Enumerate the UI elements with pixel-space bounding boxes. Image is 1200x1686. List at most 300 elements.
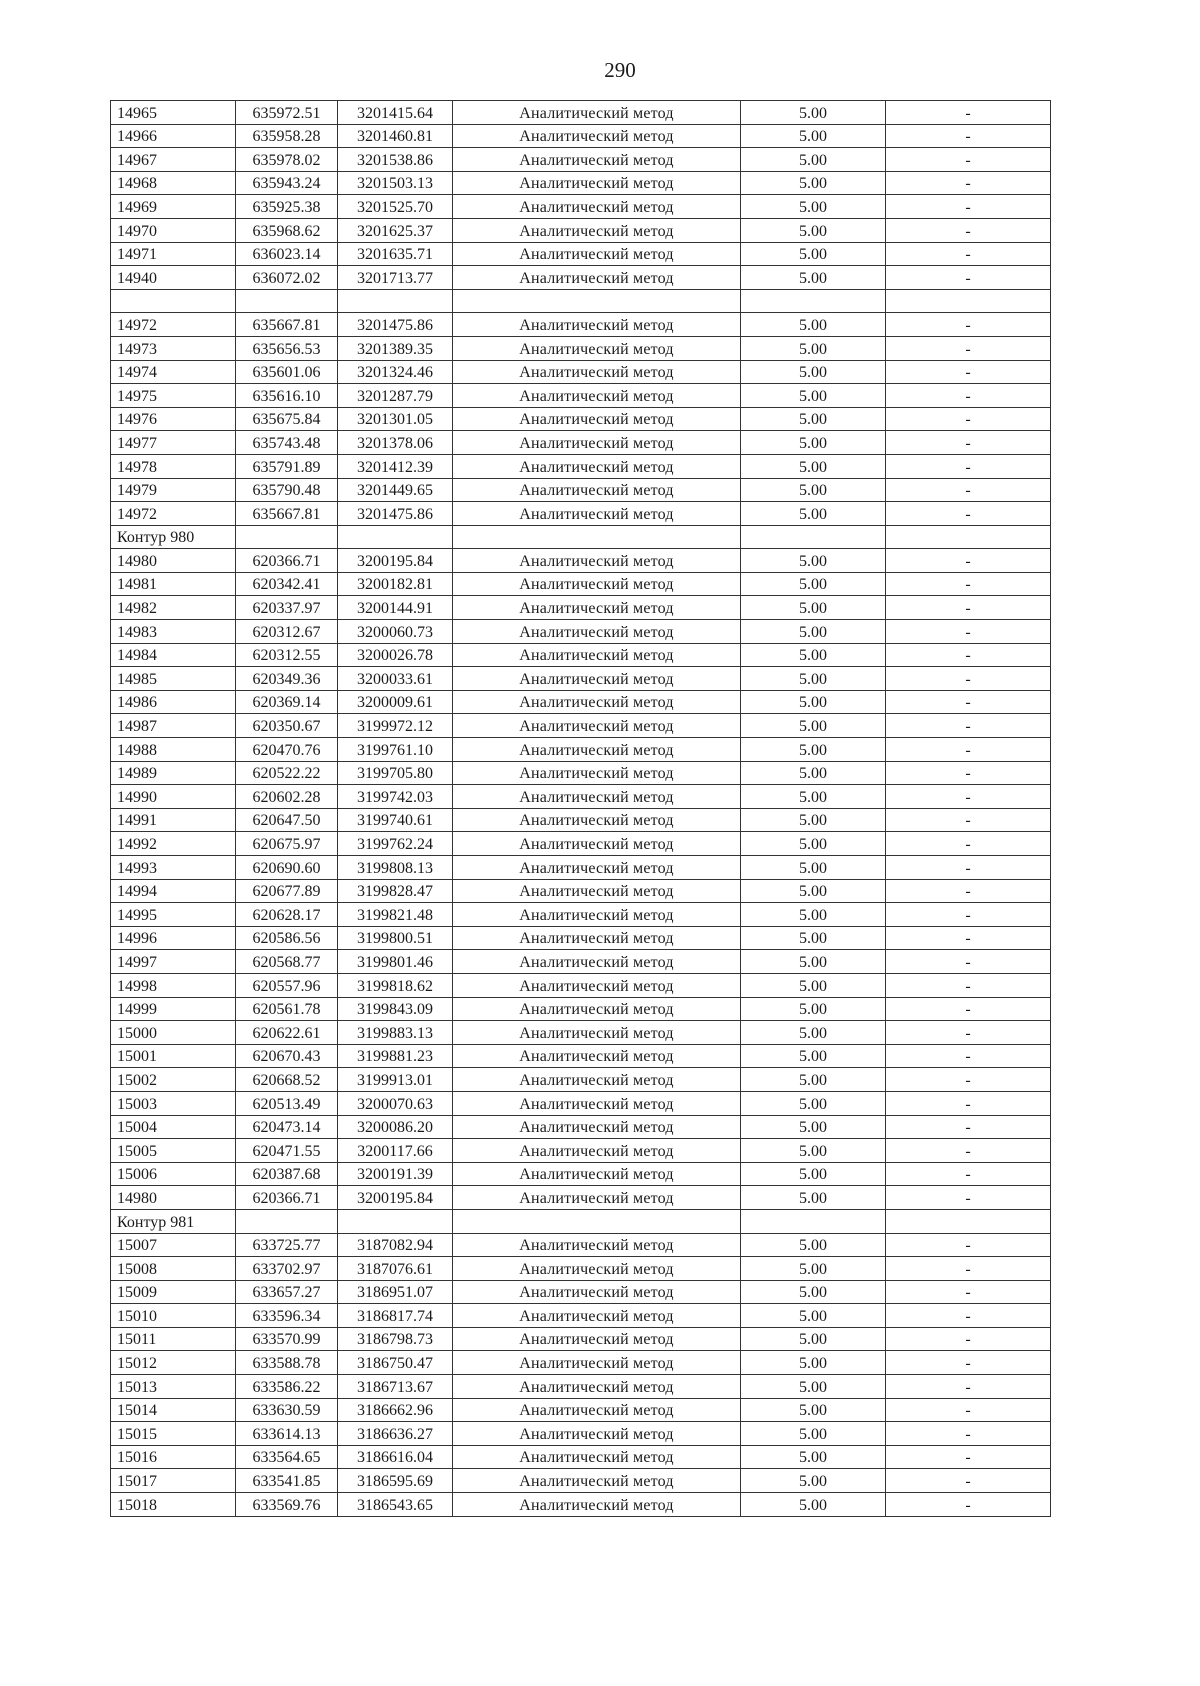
- note-cell: -: [886, 1115, 1051, 1139]
- table-row: [111, 572, 1051, 596]
- point-id-cell: 15016: [111, 1445, 236, 1469]
- accuracy-cell: 5.00: [741, 761, 886, 785]
- accuracy-cell: 5.00: [741, 1091, 886, 1115]
- note-cell: -: [886, 313, 1051, 337]
- method-cell: Аналитический метод: [453, 101, 741, 125]
- accuracy-cell: 5.00: [741, 1068, 886, 1092]
- x-coordinate-cell: 633570.99: [236, 1327, 338, 1351]
- note-cell: -: [886, 1139, 1051, 1163]
- x-coordinate-cell: 620513.49: [236, 1091, 338, 1115]
- table-row: [111, 926, 1051, 950]
- method-cell: Аналитический метод: [453, 1422, 741, 1446]
- note-cell: -: [886, 360, 1051, 384]
- point-id-cell: 14973: [111, 336, 236, 360]
- y-coordinate-cell: 3201475.86: [338, 313, 453, 337]
- y-coordinate-cell: 3200144.91: [338, 596, 453, 620]
- y-coordinate-cell: 3199761.10: [338, 738, 453, 762]
- accuracy-cell: 5.00: [741, 879, 886, 903]
- x-coordinate-cell: 633657.27: [236, 1280, 338, 1304]
- point-id-cell: 14985: [111, 667, 236, 691]
- accuracy-cell: 5.00: [741, 1115, 886, 1139]
- note-cell: -: [886, 1469, 1051, 1493]
- table-row: [111, 1469, 1051, 1493]
- x-coordinate-cell: 620561.78: [236, 997, 338, 1021]
- point-id-cell: 14996: [111, 926, 236, 950]
- accuracy-cell: 5.00: [741, 738, 886, 762]
- y-coordinate-cell: 3199818.62: [338, 973, 453, 997]
- table-row: [111, 808, 1051, 832]
- note-cell: -: [886, 502, 1051, 526]
- note-cell: -: [886, 690, 1051, 714]
- point-id-cell: 14970: [111, 218, 236, 242]
- method-cell: Аналитический метод: [453, 832, 741, 856]
- point-id-cell: 14984: [111, 643, 236, 667]
- method-cell: Аналитический метод: [453, 478, 741, 502]
- point-id-cell: 15018: [111, 1493, 236, 1517]
- note-cell: -: [886, 856, 1051, 880]
- y-coordinate-cell: 3200033.61: [338, 667, 453, 691]
- accuracy-cell: 5.00: [741, 1044, 886, 1068]
- y-coordinate-cell: 3201324.46: [338, 360, 453, 384]
- accuracy-cell: 5.00: [741, 1351, 886, 1375]
- accuracy-cell: 5.00: [741, 218, 886, 242]
- accuracy-cell: 5.00: [741, 124, 886, 148]
- table-row: [111, 1327, 1051, 1351]
- method-cell: Аналитический метод: [453, 1068, 741, 1092]
- note-cell: -: [886, 1162, 1051, 1186]
- table-row: [111, 973, 1051, 997]
- accuracy-cell: 5.00: [741, 856, 886, 880]
- y-coordinate-cell: 3200191.39: [338, 1162, 453, 1186]
- point-id-cell: 14980: [111, 1186, 236, 1210]
- y-coordinate-cell: 3199740.61: [338, 808, 453, 832]
- note-cell: -: [886, 832, 1051, 856]
- point-id-cell: 14967: [111, 148, 236, 172]
- x-coordinate-cell: 620522.22: [236, 761, 338, 785]
- note-cell: -: [886, 549, 1051, 573]
- method-cell: Аналитический метод: [453, 1351, 741, 1375]
- point-id-cell: 14966: [111, 124, 236, 148]
- point-id-cell: 14990: [111, 785, 236, 809]
- table-row: [111, 218, 1051, 242]
- table-row: [111, 384, 1051, 408]
- y-coordinate-cell: 3187082.94: [338, 1233, 453, 1257]
- point-id-cell: 15009: [111, 1280, 236, 1304]
- method-cell: Аналитический метод: [453, 1115, 741, 1139]
- note-cell: -: [886, 714, 1051, 738]
- note-cell: -: [886, 1091, 1051, 1115]
- x-coordinate-cell: 620312.55: [236, 643, 338, 667]
- accuracy-cell: 5.00: [741, 1186, 886, 1210]
- method-cell: Аналитический метод: [453, 171, 741, 195]
- point-id-cell: 15002: [111, 1068, 236, 1092]
- accuracy-cell: 5.00: [741, 596, 886, 620]
- note-cell: -: [886, 761, 1051, 785]
- note-cell: -: [886, 1304, 1051, 1328]
- accuracy-cell: 5.00: [741, 1162, 886, 1186]
- contour-label: Контур 980: [111, 525, 236, 549]
- note-cell: -: [886, 973, 1051, 997]
- method-cell: Аналитический метод: [453, 950, 741, 974]
- method-cell: Аналитический метод: [453, 1280, 741, 1304]
- table-row: [111, 171, 1051, 195]
- table-row: [111, 407, 1051, 431]
- empty-cell: [453, 525, 741, 549]
- point-id-cell: 14975: [111, 384, 236, 408]
- y-coordinate-cell: 3186543.65: [338, 1493, 453, 1517]
- y-coordinate-cell: 3199821.48: [338, 903, 453, 927]
- y-coordinate-cell: 3199828.47: [338, 879, 453, 903]
- x-coordinate-cell: 635743.48: [236, 431, 338, 455]
- table-row: [111, 1068, 1051, 1092]
- point-id-cell: 14993: [111, 856, 236, 880]
- accuracy-cell: 5.00: [741, 1422, 886, 1446]
- x-coordinate-cell: 620628.17: [236, 903, 338, 927]
- note-cell: -: [886, 997, 1051, 1021]
- empty-cell: [741, 289, 886, 313]
- table-row: [111, 1493, 1051, 1517]
- empty-cell: [741, 1209, 886, 1233]
- method-cell: Аналитический метод: [453, 1304, 741, 1328]
- point-id-cell: 14983: [111, 620, 236, 644]
- y-coordinate-cell: 3201503.13: [338, 171, 453, 195]
- table-row: [111, 785, 1051, 809]
- y-coordinate-cell: 3186616.04: [338, 1445, 453, 1469]
- x-coordinate-cell: 620670.43: [236, 1044, 338, 1068]
- note-cell: -: [886, 218, 1051, 242]
- empty-cell: [741, 525, 886, 549]
- y-coordinate-cell: 3201538.86: [338, 148, 453, 172]
- x-coordinate-cell: 635958.28: [236, 124, 338, 148]
- note-cell: -: [886, 1068, 1051, 1092]
- method-cell: Аналитический метод: [453, 973, 741, 997]
- blank-row: [111, 289, 1051, 313]
- empty-cell: [453, 289, 741, 313]
- x-coordinate-cell: 620622.61: [236, 1021, 338, 1045]
- x-coordinate-cell: 620586.56: [236, 926, 338, 950]
- table-row: [111, 1375, 1051, 1399]
- x-coordinate-cell: 620647.50: [236, 808, 338, 832]
- table-row: [111, 643, 1051, 667]
- accuracy-cell: 5.00: [741, 1257, 886, 1281]
- table-row: [111, 1021, 1051, 1045]
- table-row: [111, 596, 1051, 620]
- point-id-cell: 15007: [111, 1233, 236, 1257]
- accuracy-cell: 5.00: [741, 667, 886, 691]
- point-id-cell: 14991: [111, 808, 236, 832]
- table-row: [111, 454, 1051, 478]
- point-id-cell: 14999: [111, 997, 236, 1021]
- method-cell: Аналитический метод: [453, 761, 741, 785]
- empty-cell: [338, 1209, 453, 1233]
- table-row: [111, 738, 1051, 762]
- accuracy-cell: 5.00: [741, 690, 886, 714]
- y-coordinate-cell: 3201287.79: [338, 384, 453, 408]
- y-coordinate-cell: 3186817.74: [338, 1304, 453, 1328]
- accuracy-cell: 5.00: [741, 171, 886, 195]
- table-row: [111, 1422, 1051, 1446]
- method-cell: Аналитический метод: [453, 431, 741, 455]
- method-cell: Аналитический метод: [453, 1469, 741, 1493]
- accuracy-cell: 5.00: [741, 1493, 886, 1517]
- contour-header-row: [111, 1209, 1051, 1233]
- method-cell: Аналитический метод: [453, 124, 741, 148]
- y-coordinate-cell: 3201625.37: [338, 218, 453, 242]
- table-row: [111, 336, 1051, 360]
- note-cell: -: [886, 1044, 1051, 1068]
- point-id-cell: 14969: [111, 195, 236, 219]
- x-coordinate-cell: 620342.41: [236, 572, 338, 596]
- note-cell: -: [886, 266, 1051, 290]
- note-cell: -: [886, 1493, 1051, 1517]
- method-cell: Аналитический метод: [453, 926, 741, 950]
- table-row: [111, 1445, 1051, 1469]
- method-cell: Аналитический метод: [453, 1445, 741, 1469]
- y-coordinate-cell: 3186951.07: [338, 1280, 453, 1304]
- x-coordinate-cell: 633614.13: [236, 1422, 338, 1446]
- point-id-cell: 14998: [111, 973, 236, 997]
- accuracy-cell: 5.00: [741, 478, 886, 502]
- method-cell: Аналитический метод: [453, 1091, 741, 1115]
- y-coordinate-cell: 3199808.13: [338, 856, 453, 880]
- contour-header-row: [111, 525, 1051, 549]
- table-row: [111, 1186, 1051, 1210]
- note-cell: -: [886, 1445, 1051, 1469]
- empty-cell: [453, 1209, 741, 1233]
- note-cell: -: [886, 1280, 1051, 1304]
- accuracy-cell: 5.00: [741, 1375, 886, 1399]
- note-cell: -: [886, 407, 1051, 431]
- empty-cell: [338, 289, 453, 313]
- note-cell: -: [886, 1398, 1051, 1422]
- point-id-cell: 14972: [111, 313, 236, 337]
- note-cell: -: [886, 242, 1051, 266]
- empty-cell: [236, 289, 338, 313]
- point-id-cell: 15015: [111, 1422, 236, 1446]
- x-coordinate-cell: 635790.48: [236, 478, 338, 502]
- x-coordinate-cell: 620668.52: [236, 1068, 338, 1092]
- empty-cell: [236, 525, 338, 549]
- note-cell: -: [886, 148, 1051, 172]
- note-cell: -: [886, 431, 1051, 455]
- note-cell: -: [886, 808, 1051, 832]
- accuracy-cell: 5.00: [741, 195, 886, 219]
- note-cell: -: [886, 195, 1051, 219]
- table-row: [111, 101, 1051, 125]
- method-cell: Аналитический метод: [453, 1186, 741, 1210]
- method-cell: Аналитический метод: [453, 407, 741, 431]
- y-coordinate-cell: 3186713.67: [338, 1375, 453, 1399]
- x-coordinate-cell: 633564.65: [236, 1445, 338, 1469]
- note-cell: -: [886, 1233, 1051, 1257]
- table-row: [111, 195, 1051, 219]
- method-cell: Аналитический метод: [453, 690, 741, 714]
- x-coordinate-cell: 636072.02: [236, 266, 338, 290]
- accuracy-cell: 5.00: [741, 407, 886, 431]
- table-row: [111, 997, 1051, 1021]
- point-id-cell: 15005: [111, 1139, 236, 1163]
- point-id-cell: 15014: [111, 1398, 236, 1422]
- method-cell: Аналитический метод: [453, 1233, 741, 1257]
- x-coordinate-cell: 620337.97: [236, 596, 338, 620]
- method-cell: Аналитический метод: [453, 620, 741, 644]
- point-id-cell: 15000: [111, 1021, 236, 1045]
- method-cell: Аналитический метод: [453, 785, 741, 809]
- method-cell: Аналитический метод: [453, 266, 741, 290]
- x-coordinate-cell: 620470.76: [236, 738, 338, 762]
- note-cell: -: [886, 478, 1051, 502]
- point-id-cell: 14987: [111, 714, 236, 738]
- y-coordinate-cell: 3186750.47: [338, 1351, 453, 1375]
- y-coordinate-cell: 3200070.63: [338, 1091, 453, 1115]
- accuracy-cell: 5.00: [741, 101, 886, 125]
- accuracy-cell: 5.00: [741, 643, 886, 667]
- method-cell: Аналитический метод: [453, 384, 741, 408]
- table-row: [111, 856, 1051, 880]
- method-cell: Аналитический метод: [453, 596, 741, 620]
- y-coordinate-cell: 3199705.80: [338, 761, 453, 785]
- method-cell: Аналитический метод: [453, 242, 741, 266]
- accuracy-cell: 5.00: [741, 620, 886, 644]
- table-row: [111, 1233, 1051, 1257]
- y-coordinate-cell: 3200009.61: [338, 690, 453, 714]
- accuracy-cell: 5.00: [741, 384, 886, 408]
- y-coordinate-cell: 3186662.96: [338, 1398, 453, 1422]
- method-cell: Аналитический метод: [453, 1493, 741, 1517]
- point-id-cell: 14971: [111, 242, 236, 266]
- x-coordinate-cell: 620366.71: [236, 1186, 338, 1210]
- x-coordinate-cell: 635791.89: [236, 454, 338, 478]
- coordinates-table-container: [110, 100, 1050, 1517]
- accuracy-cell: 5.00: [741, 431, 886, 455]
- table-row: [111, 1139, 1051, 1163]
- table-row: [111, 832, 1051, 856]
- table-row: [111, 313, 1051, 337]
- note-cell: -: [886, 124, 1051, 148]
- accuracy-cell: 5.00: [741, 1304, 886, 1328]
- y-coordinate-cell: 3201525.70: [338, 195, 453, 219]
- accuracy-cell: 5.00: [741, 1021, 886, 1045]
- accuracy-cell: 5.00: [741, 714, 886, 738]
- point-id-cell: 14997: [111, 950, 236, 974]
- point-id-cell: 14965: [111, 101, 236, 125]
- point-id-cell: 14989: [111, 761, 236, 785]
- note-cell: -: [886, 1327, 1051, 1351]
- note-cell: -: [886, 336, 1051, 360]
- method-cell: Аналитический метод: [453, 148, 741, 172]
- table-row: [111, 667, 1051, 691]
- coordinates-table-body: [111, 101, 1051, 1517]
- page-number: 290: [604, 58, 636, 82]
- point-id-cell: 14992: [111, 832, 236, 856]
- x-coordinate-cell: 633586.22: [236, 1375, 338, 1399]
- empty-cell: [886, 1209, 1051, 1233]
- method-cell: Аналитический метод: [453, 549, 741, 573]
- x-coordinate-cell: 635978.02: [236, 148, 338, 172]
- y-coordinate-cell: 3200195.84: [338, 1186, 453, 1210]
- method-cell: Аналитический метод: [453, 218, 741, 242]
- table-row: [111, 950, 1051, 974]
- method-cell: Аналитический метод: [453, 336, 741, 360]
- y-coordinate-cell: 3201713.77: [338, 266, 453, 290]
- table-row: [111, 1115, 1051, 1139]
- method-cell: Аналитический метод: [453, 714, 741, 738]
- note-cell: -: [886, 572, 1051, 596]
- x-coordinate-cell: 635616.10: [236, 384, 338, 408]
- accuracy-cell: 5.00: [741, 1327, 886, 1351]
- accuracy-cell: 5.00: [741, 266, 886, 290]
- accuracy-cell: 5.00: [741, 903, 886, 927]
- x-coordinate-cell: 635675.84: [236, 407, 338, 431]
- x-coordinate-cell: 633569.76: [236, 1493, 338, 1517]
- point-id-cell: 14995: [111, 903, 236, 927]
- table-row: [111, 690, 1051, 714]
- x-coordinate-cell: 635972.51: [236, 101, 338, 125]
- point-id-cell: 15017: [111, 1469, 236, 1493]
- x-coordinate-cell: 620366.71: [236, 549, 338, 573]
- y-coordinate-cell: 3201635.71: [338, 242, 453, 266]
- x-coordinate-cell: 633702.97: [236, 1257, 338, 1281]
- x-coordinate-cell: 635968.62: [236, 218, 338, 242]
- accuracy-cell: 5.00: [741, 148, 886, 172]
- method-cell: Аналитический метод: [453, 667, 741, 691]
- point-id-cell: 14978: [111, 454, 236, 478]
- y-coordinate-cell: 3200086.20: [338, 1115, 453, 1139]
- method-cell: Аналитический метод: [453, 1021, 741, 1045]
- accuracy-cell: 5.00: [741, 1398, 886, 1422]
- method-cell: Аналитический метод: [453, 572, 741, 596]
- note-cell: -: [886, 1257, 1051, 1281]
- y-coordinate-cell: 3186595.69: [338, 1469, 453, 1493]
- point-id-cell: 14972: [111, 502, 236, 526]
- note-cell: -: [886, 454, 1051, 478]
- table-row: [111, 148, 1051, 172]
- note-cell: -: [886, 1375, 1051, 1399]
- y-coordinate-cell: 3201475.86: [338, 502, 453, 526]
- note-cell: -: [886, 667, 1051, 691]
- y-coordinate-cell: 3200117.66: [338, 1139, 453, 1163]
- x-coordinate-cell: 633541.85: [236, 1469, 338, 1493]
- accuracy-cell: 5.00: [741, 1139, 886, 1163]
- y-coordinate-cell: 3199801.46: [338, 950, 453, 974]
- method-cell: Аналитический метод: [453, 738, 741, 762]
- x-coordinate-cell: 620557.96: [236, 973, 338, 997]
- y-coordinate-cell: 3201449.65: [338, 478, 453, 502]
- table-row: [111, 431, 1051, 455]
- accuracy-cell: 5.00: [741, 360, 886, 384]
- note-cell: -: [886, 1351, 1051, 1375]
- accuracy-cell: 5.00: [741, 454, 886, 478]
- x-coordinate-cell: 635925.38: [236, 195, 338, 219]
- y-coordinate-cell: 3201378.06: [338, 431, 453, 455]
- method-cell: Аналитический метод: [453, 1162, 741, 1186]
- point-id-cell: 14940: [111, 266, 236, 290]
- note-cell: -: [886, 738, 1051, 762]
- table-row: [111, 903, 1051, 927]
- y-coordinate-cell: 3201412.39: [338, 454, 453, 478]
- empty-cell: [886, 525, 1051, 549]
- x-coordinate-cell: 636023.14: [236, 242, 338, 266]
- y-coordinate-cell: 3199913.01: [338, 1068, 453, 1092]
- table-row: [111, 242, 1051, 266]
- table-row: [111, 879, 1051, 903]
- note-cell: -: [886, 926, 1051, 950]
- note-cell: -: [886, 101, 1051, 125]
- note-cell: -: [886, 1186, 1051, 1210]
- accuracy-cell: 5.00: [741, 502, 886, 526]
- point-id-cell: 15010: [111, 1304, 236, 1328]
- method-cell: Аналитический метод: [453, 997, 741, 1021]
